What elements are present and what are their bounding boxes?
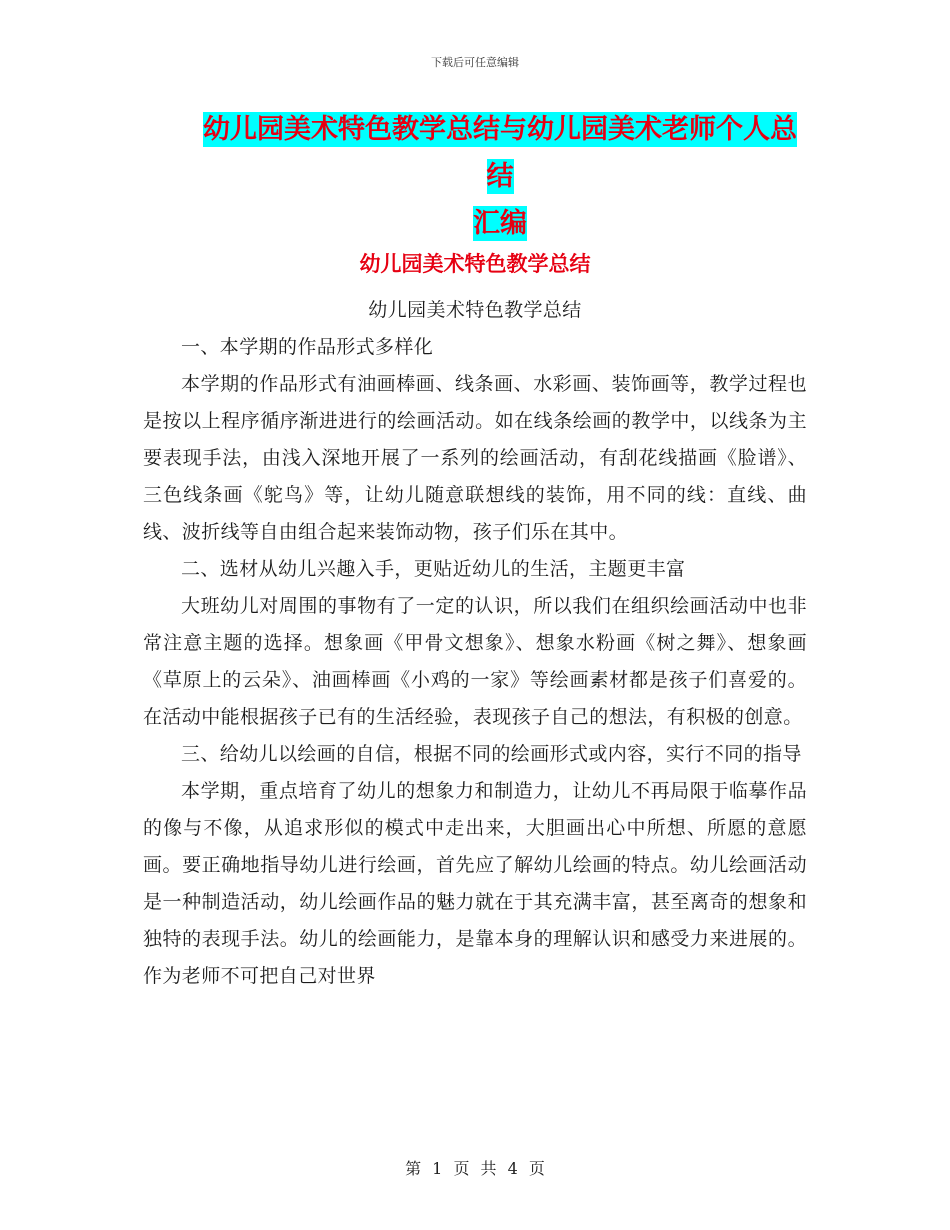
- subheading: 幼儿园美术特色教学总结: [368, 299, 582, 321]
- document-title-line-1: 幼儿园美术特色教学总结与幼儿园美术老师个人总结: [203, 114, 797, 192]
- section-title: 幼儿园美术特色教学总结: [359, 252, 591, 276]
- paragraph: 本学期，重点培育了幼儿的想象力和制造力，让幼儿不再局限于临摹作品的像与不像，从追求形似的模式中走出来，大胆画出心中所想、所愿的意愿画。要正确地指导幼儿进行绘画，首先应了解幼儿绘画的特点。幼儿绘画活动是一种制造活动，幼儿绘画作品的魅力就在于其充满丰富，甚至离奇的想象和独特的表现手法。幼儿的绘画能力，是靠本身的理解认识和感受力来进展的。作为老师不可把自己对世界: [143, 780, 807, 987]
- paragraph: 大班幼儿对周围的事物有了一定的认识，所以我们在组织绘画活动中也非常注意主题的选择。想象画《甲骨文想象》、想象水粉画《树之舞》、想象画《草原上的云朵》、油画棒画《小鸡的一家》等绘画素材都是孩子们喜爱的。在活动中能根据孩子已有的生活经验，表现孩子自己的想法，有积极的创意。: [143, 595, 807, 728]
- paragraph: 本学期的作品形式有油画棒画、线条画、水彩画、装饰画等，教学过程也是按以上程序循序渐进进行的绘画活动。如在线条绘画的教学中，以线条为主要表现手法，由浅入深地开展了一系列的绘画活动，有刮花线描画《脸谱》、三色线条画《鸵鸟》等，让幼儿随意联想线的装饰，用不同的线：直线、曲线、波折线等自由组合起来装饰动物，孩子们乐在其中。: [143, 373, 807, 543]
- paragraph-heading-2: 二、选材从幼儿兴趣入手，更贴近幼儿的生活，主题更丰富: [181, 558, 686, 580]
- header-note: 下载后可任意编辑: [431, 56, 519, 69]
- document-body: [143, 292, 807, 995]
- paragraph-heading-3: 三、给幼儿以绘画的自信，根据不同的绘画形式或内容，实行不同的指导: [181, 743, 802, 765]
- document-title-line-2: 汇编: [473, 208, 527, 239]
- document-title: [190, 108, 810, 249]
- page-footer: 第 1 页 共 4 页: [405, 1159, 545, 1178]
- paragraph-heading-1: 一、本学期的作品形式多样化: [181, 336, 434, 358]
